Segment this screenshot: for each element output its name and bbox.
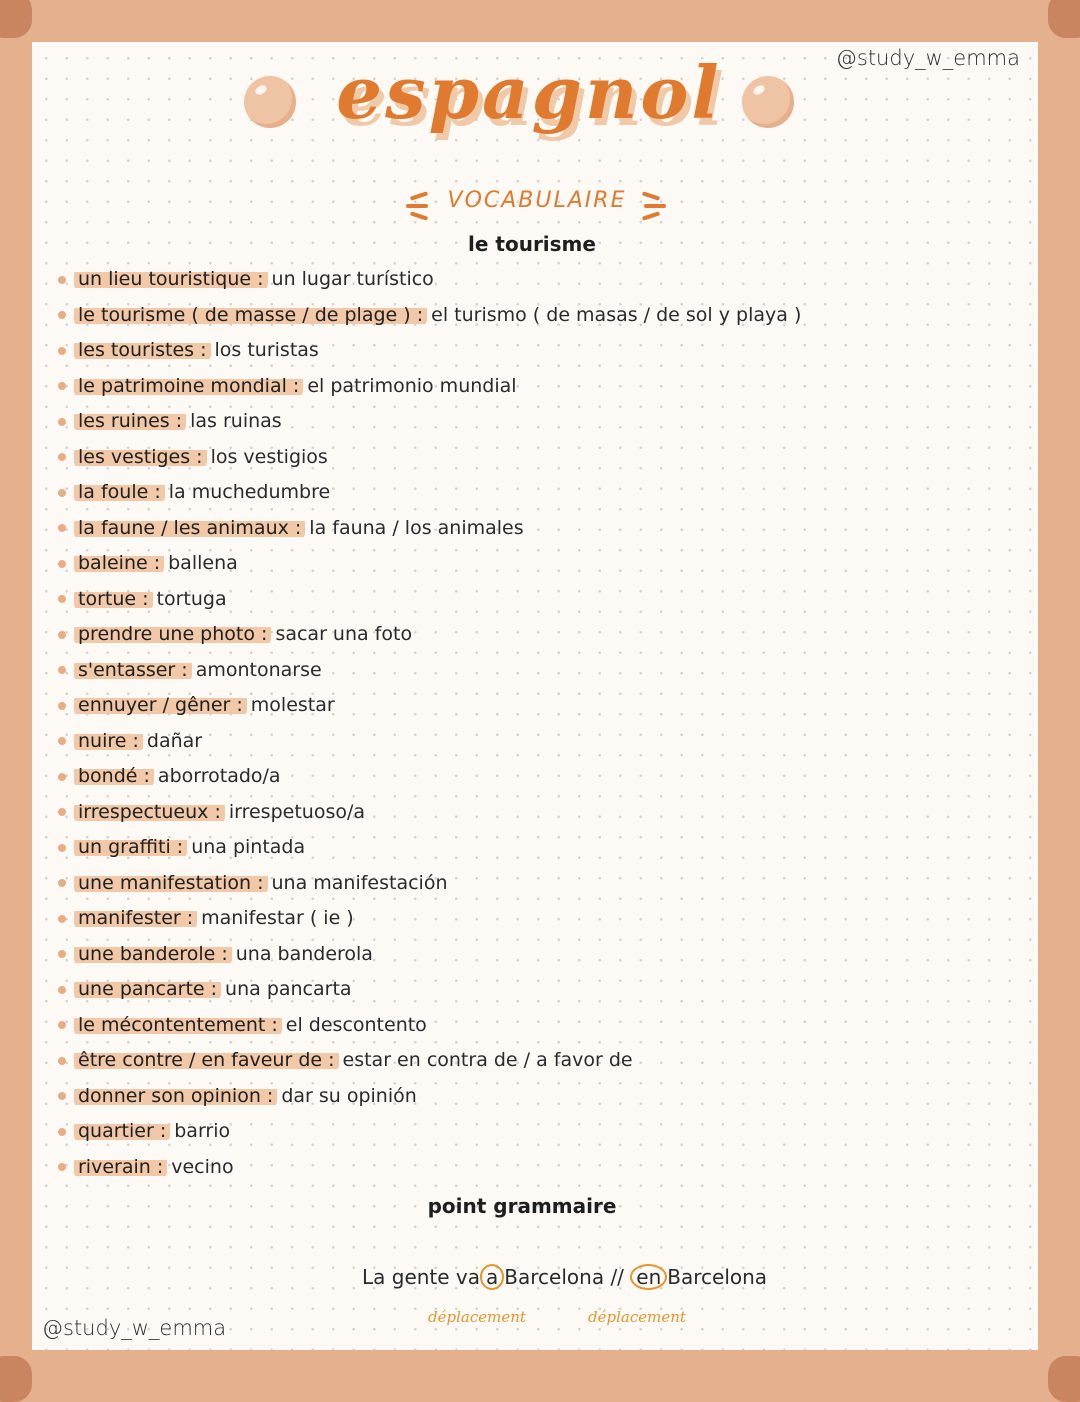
vocab-spanish: dañar: [146, 729, 203, 752]
bullet-icon: [58, 773, 66, 781]
corner-decoration: [0, 0, 32, 38]
vocab-spanish: tortuga: [156, 587, 227, 610]
corner-decoration: [1048, 0, 1080, 38]
vocab-item: [58, 937, 801, 973]
vocab-spanish: un lugar turístico: [271, 268, 434, 290]
vocab-spanish: barrio: [174, 1120, 231, 1142]
vocab-french: la foule :: [74, 481, 165, 503]
vocab-french: quartier :: [74, 1120, 170, 1142]
vocab-spanish: las ruinas: [190, 410, 282, 432]
circle-decoration-icon: [244, 76, 296, 128]
vocab-item: [58, 582, 801, 618]
dash-decoration-icon: [410, 191, 428, 200]
circled-preposition: a: [480, 1264, 504, 1290]
example-text: La gente va: [362, 1265, 481, 1289]
vocab-item: [58, 866, 801, 902]
vocab-french: baleine :: [74, 552, 164, 574]
vocab-french: irrespectueux :: [74, 801, 225, 823]
vocab-spanish: dar su opinión: [281, 1084, 417, 1107]
vocab-item: [58, 830, 801, 866]
bullet-icon: [58, 915, 66, 923]
vocab-spanish: los vestigios: [210, 445, 328, 468]
dash-decoration-icon: [642, 191, 660, 200]
title-block: [242, 42, 802, 182]
vocab-french: nuire :: [74, 730, 143, 752]
vocab-french: manifester :: [74, 907, 197, 929]
vocab-spanish: una pintada: [191, 836, 306, 858]
vocab-item: [58, 972, 801, 1008]
bullet-icon: [58, 986, 66, 994]
vocab-french: le tourisme ( de masse / de plage ) :: [74, 304, 427, 326]
bullet-icon: [58, 1163, 66, 1171]
vocab-item: [58, 901, 801, 937]
vocab-item: [58, 369, 801, 405]
vocab-spanish: la muchedumbre: [168, 481, 331, 503]
example-text: Barcelona //: [504, 1265, 624, 1289]
vocab-item: [58, 546, 801, 582]
vocab-spanish: irrespetuoso/a: [228, 800, 366, 823]
vocab-french: un graffiti :: [74, 836, 187, 858]
bullet-icon: [58, 276, 66, 284]
vocab-list: [58, 262, 801, 1185]
bullet-icon: [58, 382, 66, 390]
dash-decoration-icon: [406, 204, 428, 208]
bullet-icon: [58, 1128, 66, 1136]
bullet-icon: [58, 879, 66, 887]
bullet-icon: [58, 808, 66, 816]
bullet-icon: [58, 666, 66, 674]
vocab-french: les ruines :: [74, 410, 186, 432]
dash-decoration-icon: [644, 204, 666, 208]
vocab-item: [58, 475, 801, 511]
notebook-page: [32, 42, 1038, 1350]
dash-decoration-icon: [642, 211, 660, 220]
subtitle-block: [402, 182, 672, 226]
vocab-french: s'entasser :: [74, 659, 192, 681]
vocab-french: le patrimoine mondial :: [74, 375, 303, 397]
vocab-spanish: ballena: [168, 552, 238, 574]
vocab-french: un lieu touristique :: [74, 268, 268, 290]
grammar-note: déplacement: [588, 1308, 686, 1326]
page-title: espagnol: [336, 50, 722, 135]
vocab-french: donner son opinion :: [74, 1085, 277, 1107]
circle-decoration-icon: [742, 76, 794, 128]
vocab-item: [58, 1150, 801, 1186]
bullet-icon: [58, 1021, 66, 1029]
vocab-spanish: los turistas: [214, 339, 319, 361]
section-heading-grammar: point grammaire: [427, 1194, 617, 1218]
vocab-item: [58, 617, 801, 653]
vocab-french: bondé :: [74, 765, 154, 787]
vocab-spanish: el descontento: [285, 1013, 427, 1036]
vocab-item: [58, 759, 801, 795]
vocab-french: une banderole :: [74, 943, 232, 965]
vocab-spanish: vecino: [171, 1155, 234, 1178]
vocab-item: [58, 333, 801, 369]
vocab-french: les touristes :: [74, 339, 211, 361]
bullet-icon: [58, 453, 66, 461]
bullet-icon: [58, 844, 66, 852]
vocab-french: le mécontentement :: [74, 1014, 282, 1036]
author-handle-top: @study_w_emma: [835, 46, 1020, 70]
example-text: Barcelona: [667, 1265, 768, 1289]
bullet-icon: [58, 311, 66, 319]
bullet-icon: [58, 595, 66, 603]
vocab-spanish: manifestar ( ie ): [201, 907, 354, 929]
bullet-icon: [58, 1057, 66, 1065]
vocab-item: [58, 404, 801, 440]
vocab-french: une pancarte :: [74, 978, 221, 1000]
bullet-icon: [58, 560, 66, 568]
vocab-spanish: una pancarta: [225, 978, 352, 1000]
vocab-spanish: estar en contra de / a favor de: [342, 1049, 633, 1071]
bullet-icon: [58, 489, 66, 497]
vocab-item: [58, 688, 801, 724]
bullet-icon: [58, 631, 66, 639]
vocab-item: [58, 1008, 801, 1044]
page-subtitle: VOCABULAIRE: [447, 188, 627, 213]
vocab-french: prendre une photo :: [74, 623, 271, 645]
bullet-icon: [58, 702, 66, 710]
section-heading-tourism: le tourisme: [468, 232, 596, 256]
vocab-french: tortue :: [74, 588, 153, 610]
vocab-item: [58, 1079, 801, 1115]
vocab-item: [58, 440, 801, 476]
vocab-item: [58, 724, 801, 760]
vocab-spanish: una banderola: [235, 942, 373, 965]
vocab-spanish: aborrotado/a: [157, 765, 281, 787]
bullet-icon: [58, 1092, 66, 1100]
vocab-french: les vestiges :: [74, 446, 207, 468]
vocab-spanish: amontonarse: [195, 658, 322, 681]
vocab-french: riverain :: [74, 1156, 167, 1178]
vocab-item: [58, 1043, 801, 1079]
vocab-item: [58, 795, 801, 831]
vocab-french: ennuyer / gêner :: [74, 694, 247, 716]
vocab-item: [58, 262, 801, 298]
corner-decoration: [1048, 1356, 1080, 1402]
vocab-french: la faune / les animaux :: [74, 517, 305, 539]
vocab-item: [58, 653, 801, 689]
vocab-french: être contre / en faveur de :: [74, 1049, 339, 1071]
vocab-spanish: la fauna / los animales: [309, 516, 524, 539]
bullet-icon: [58, 347, 66, 355]
vocab-item: [58, 298, 801, 334]
vocab-spanish: sacar una foto: [275, 623, 413, 645]
vocab-item: [58, 1114, 801, 1150]
vocab-spanish: el turismo ( de masas / de sol y playa ): [431, 303, 802, 326]
bullet-icon: [58, 524, 66, 532]
bullet-icon: [58, 737, 66, 745]
bullet-icon: [58, 418, 66, 426]
dash-decoration-icon: [410, 211, 428, 220]
vocab-french: une manifestation :: [74, 872, 268, 894]
grammar-note: déplacement: [428, 1308, 526, 1326]
grammar-example: [362, 1264, 767, 1290]
vocab-spanish: el patrimonio mundial: [307, 374, 517, 397]
bullet-icon: [58, 950, 66, 958]
vocab-item: [58, 511, 801, 547]
corner-decoration: [0, 1356, 32, 1402]
vocab-spanish: una manifestación: [271, 871, 448, 894]
circled-preposition: en: [630, 1264, 667, 1290]
vocab-spanish: molestar: [250, 694, 335, 716]
author-handle-bottom: @study_w_emma: [42, 1316, 227, 1340]
